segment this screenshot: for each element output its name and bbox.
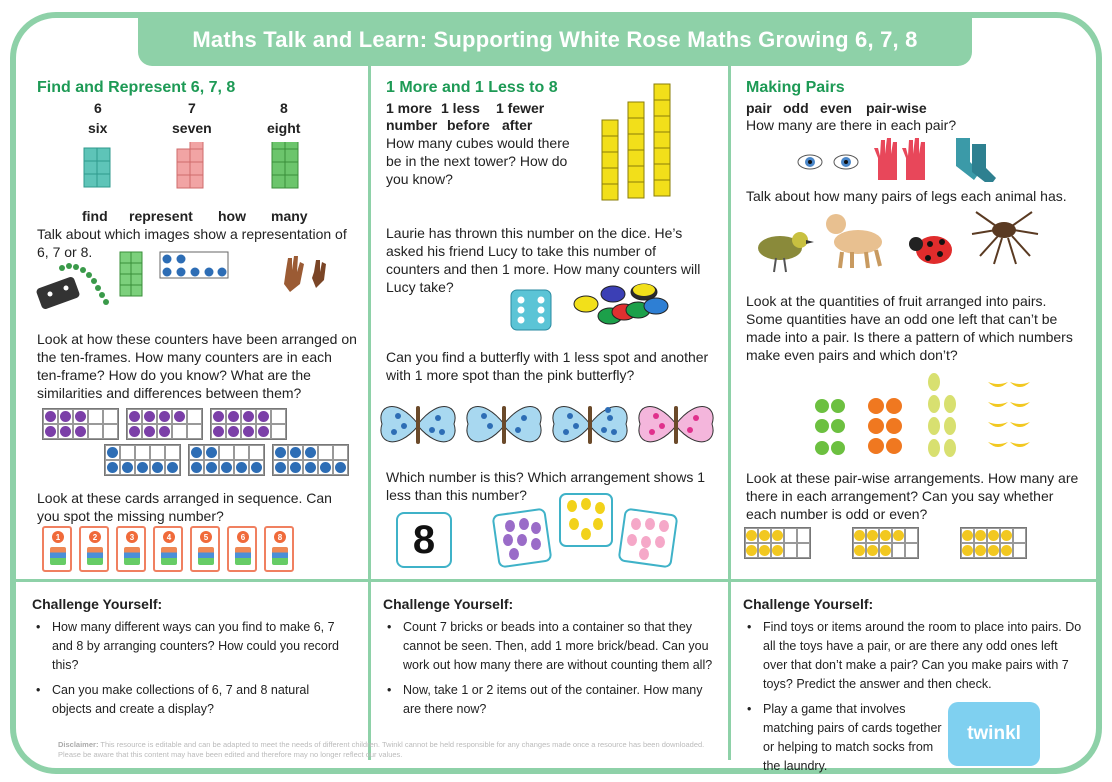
vocab-word: pair-wise <box>866 100 927 116</box>
challenge-list <box>32 618 352 719</box>
sequence-card <box>227 526 257 572</box>
section-heading: Making Pairs <box>746 79 845 96</box>
number-digit: 7 <box>188 100 196 116</box>
card-number: 8 <box>274 531 286 543</box>
paragraph: How many are there in each pair? <box>746 117 957 133</box>
disclaimer-label: Disclaimer: <box>58 740 99 749</box>
dot-arrangements-illustration <box>488 490 684 572</box>
vocab-word: 1 less <box>441 100 480 116</box>
vocab-word: even <box>820 100 852 116</box>
ten-frame <box>960 527 1027 559</box>
card-number: 3 <box>126 531 138 543</box>
vocab-word: how <box>218 208 246 224</box>
paragraph: Look at how these counters have been arranged on the ten-frames. How many counters are in each ten-frame? How do you know? What are the similarities and differences between them? <box>37 331 357 401</box>
card-number: 2 <box>89 531 101 543</box>
card-number: 6 <box>237 531 249 543</box>
ten-frame-grid <box>126 408 203 440</box>
vocab-word: find <box>82 208 108 224</box>
ten-frame-grid <box>852 527 919 559</box>
paragraph: Can you find a butterfly with 1 less spot and another with 1 more spot than the pink butterfly? <box>386 349 709 383</box>
challenge-list <box>383 618 713 719</box>
ten-frame <box>42 408 119 440</box>
vocab-word: after <box>502 117 533 133</box>
sequence-card <box>79 526 109 572</box>
paragraph: How many cubes would there be in the next tower? How do you know? <box>386 135 570 187</box>
section-heading: Find and Represent 6, 7, 8 <box>37 79 236 96</box>
numberblocks-illustration <box>80 142 320 194</box>
butterflies-illustration <box>376 396 726 454</box>
number-word: seven <box>172 120 212 136</box>
disclaimer-text: This resource is editable and can be adapted to meet the needs of different children. Twinkl cannot be held responsible for any changes made once a resource has been downloaded. Please be aware that this content may have been edited and therefore may no longer reflect our values. <box>58 740 705 759</box>
cube-towers-illustration <box>598 80 674 212</box>
list-item: • How many different ways can you find to make 6, 7 and 8 by arranging counters? How could you record this? <box>32 618 352 675</box>
paragraph: Talk about which images show a representation of 6, 7 or 8. <box>37 226 347 260</box>
card-number: 4 <box>163 531 175 543</box>
ten-frame <box>188 444 265 476</box>
ten-frame-grid <box>104 444 181 476</box>
number-word: six <box>88 120 108 136</box>
ten-frame <box>126 408 203 440</box>
vocab-word: pair <box>746 100 772 116</box>
ten-frame <box>272 444 349 476</box>
sequence-card <box>153 526 183 572</box>
list-item: • Now, take 1 or 2 items out of the container. How many are there now? <box>383 681 713 719</box>
disclaimer <box>58 740 718 760</box>
number-card: 8 <box>396 512 452 568</box>
card-number: 5 <box>200 531 212 543</box>
list-item: • Play a game that involves matching pairs of cards together or helping to match socks from the laundry. <box>743 700 943 776</box>
paragraph: Talk about how many pairs of legs each animal has. <box>746 188 1067 204</box>
ten-frame-grid <box>272 444 349 476</box>
animals-illustration <box>746 206 1058 278</box>
vocab-word: before <box>447 117 490 133</box>
ten-frame <box>104 444 181 476</box>
dice-counters-illustration <box>506 280 676 336</box>
paragraph: Look at these cards arranged in sequence. Can you spot the missing number? <box>37 490 332 524</box>
fruit-pairs-illustration <box>810 368 1036 464</box>
ten-frame-grid <box>42 408 119 440</box>
paragraph: Which number is this? Which arrangement shows 1 less than this number? <box>386 469 706 503</box>
paragraph: Look at the quantities of fruit arranged into pairs. Some quantities have an odd one left that can’t be made into a pair. Is there a pattern of which numbers make even pairs and which don’t? <box>746 293 1073 363</box>
paragraph: Look at these pair-wise arrangements. How many are there in each arrangement? Can you say whether each number is odd or even? <box>746 470 1079 522</box>
sequence-card <box>42 526 72 572</box>
challenge-box <box>32 596 352 725</box>
number-digit: 8 <box>280 100 288 116</box>
list-item: • Count 7 bricks or beads into a container so that they cannot be seen. Then, add 1 more brick/bead. Can you work out how many there are without counting them all? <box>383 618 713 675</box>
twinkl-logo: twinkl <box>948 702 1040 766</box>
ten-frame-grid <box>188 444 265 476</box>
ten-frame-grid <box>210 408 287 440</box>
ten-frame <box>852 527 919 559</box>
challenge-box <box>383 596 713 725</box>
vocab-word: represent <box>129 208 193 224</box>
list-item: • Find toys or items around the room to place into pairs. Do all the toys have a pair, or are there any odd ones left over that don’t make a pair? Can you make pairs with 7 toys? Predict the answer and then check. <box>743 618 1083 694</box>
number-digit: 6 <box>94 100 102 116</box>
sequence-card <box>116 526 146 572</box>
section-heading: 1 More and 1 Less to 8 <box>386 79 558 96</box>
pairs-illustration <box>794 134 1004 182</box>
vocab-word: odd <box>783 100 809 116</box>
page-title: Maths Talk and Learn: Supporting White Rose Maths Growing 6, 7, 8 <box>138 14 972 66</box>
challenge-title: Challenge Yourself: <box>383 596 514 612</box>
challenge-title: Challenge Yourself: <box>32 596 163 612</box>
challenge-divider <box>16 579 1096 582</box>
vocab-word: 1 fewer <box>496 100 545 116</box>
column-divider <box>368 64 371 760</box>
list-item: • Can you make collections of 6, 7 and 8 natural objects and create a display? <box>32 681 352 719</box>
vocab-word: number <box>386 117 438 133</box>
vocab-word: 1 more <box>386 100 432 116</box>
ten-frame-grid <box>960 527 1027 559</box>
representations-illustration <box>36 250 356 312</box>
sequence-card <box>190 526 220 572</box>
card-number: 1 <box>52 531 64 543</box>
paragraph: Laurie has thrown this number on the dice. He’s asked his friend Lucy to take this number of counters and then 1 more. How many counters will Lucy take? <box>386 225 701 295</box>
vocab-word: many <box>271 208 308 224</box>
number-word: eight <box>267 120 301 136</box>
sequence-card <box>264 526 294 572</box>
ten-frame <box>210 408 287 440</box>
column-divider <box>728 64 731 760</box>
ten-frame <box>744 527 811 559</box>
ten-frame-grid <box>744 527 811 559</box>
challenge-title: Challenge Yourself: <box>743 596 874 612</box>
